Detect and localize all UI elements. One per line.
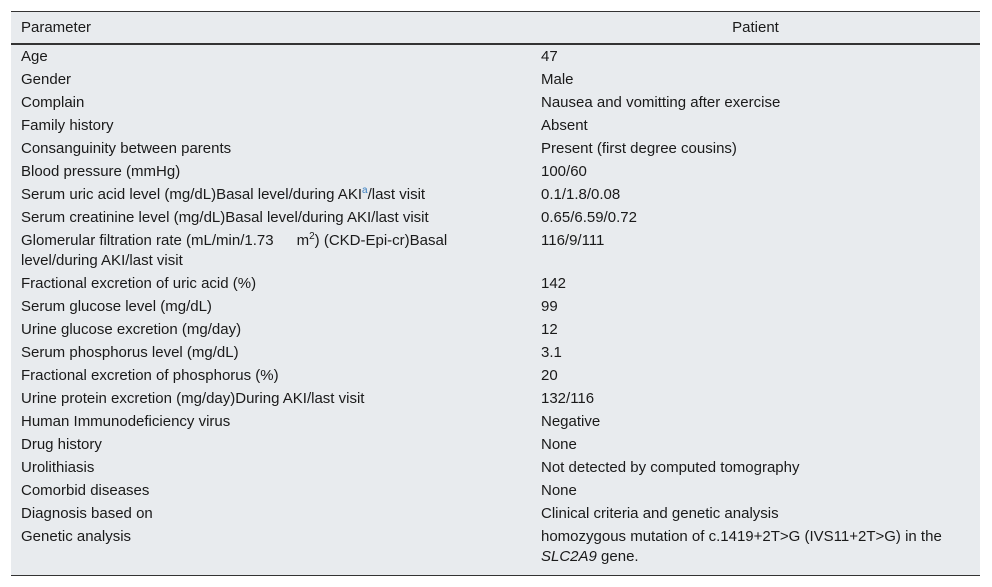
param-cell: Human Immunodeficiency virus [21, 413, 231, 430]
param-text: Serum uric acid level (mg/dL)Basal level/during AKI [21, 186, 362, 203]
value-cell: 47 [541, 48, 558, 65]
param-cell: Blood pressure (mmHg) [21, 163, 181, 180]
table-row [11, 479, 980, 502]
param-cell: Serum phosphorus level (mg/dL) [21, 344, 239, 361]
table-row [11, 410, 980, 433]
value-cell: 116/9/111 [541, 232, 605, 249]
value-cell: 99 [541, 298, 558, 315]
table-row [11, 114, 980, 137]
value-cell: 0.65/6.59/0.72 [541, 209, 637, 226]
table-row [11, 160, 980, 183]
param-cell: Genetic analysis [21, 528, 132, 545]
superscript: 2 [309, 231, 315, 242]
value-cell: None [541, 436, 577, 453]
table-row [11, 183, 980, 206]
param-cell: Consanguinity between parents [21, 140, 232, 157]
param-cell: Gender [21, 71, 72, 88]
value-cell: Negative [541, 413, 601, 430]
parameter-table [11, 12, 980, 568]
value-cell: 3.1 [541, 344, 562, 361]
table-row [11, 44, 980, 68]
table-row [11, 206, 980, 229]
value-cell: 12 [541, 321, 558, 338]
param-cell: Diagnosis based on [21, 505, 153, 522]
table-row [11, 364, 980, 387]
value-text: gene. [596, 548, 639, 565]
param-cell: Age [21, 48, 48, 65]
param-cell [11, 229, 531, 272]
table-row [11, 341, 980, 364]
value-cell: 142 [541, 275, 567, 292]
table-row [11, 295, 980, 318]
value-cell: Not detected by computed tomography [541, 459, 800, 476]
param-cell: Fractional excretion of phosphorus (%) [21, 367, 279, 384]
header-parameter: Parameter [11, 12, 531, 44]
footnote-marker[interactable]: a [362, 185, 368, 196]
value-cell: 100/60 [541, 163, 587, 180]
param-text: Glomerular filtration rate (mL/min/1.73 [21, 232, 274, 249]
value-cell: Absent [541, 117, 588, 134]
param-text: /last visit [367, 186, 426, 203]
table-row [11, 387, 980, 410]
value-cell: Nausea and vomitting after exercise [541, 94, 781, 111]
header-patient: Patient [531, 12, 980, 44]
param-cell: Serum creatinine level (mg/dL)Basal level/during AKI/last visit [21, 209, 429, 226]
param-cell: Urine protein excretion (mg/day)During AKI/last visit [21, 390, 365, 407]
param-cell: Serum glucose level (mg/dL) [21, 298, 212, 315]
value-cell: Male [541, 71, 574, 88]
param-cell: Comorbid diseases [21, 482, 150, 499]
param-cell: Urine glucose excretion (mg/day) [21, 321, 242, 338]
value-text: homozygous mutation of c.1419+2T>G (IVS11+2T>G) in the [541, 528, 942, 545]
clinical-table [11, 11, 980, 576]
table-row [11, 91, 980, 114]
gene-name: SLC2A9 [541, 548, 597, 565]
param-cell: Urolithiasis [21, 459, 95, 476]
value-cell: 20 [541, 367, 558, 384]
param-text: ) (CKD-Epi-cr)Basal level/during AKI/last visit [21, 232, 448, 269]
param-cell: Family history [21, 117, 114, 134]
table-row [11, 433, 980, 456]
table-row [11, 456, 980, 479]
table-row [11, 525, 980, 568]
table-row [11, 229, 980, 272]
value-cell: Clinical criteria and genetic analysis [541, 505, 779, 522]
table-row [11, 137, 980, 160]
table-row [11, 502, 980, 525]
table-row [11, 272, 980, 295]
param-cell: Drug history [21, 436, 102, 453]
param-cell [11, 183, 531, 206]
value-cell: Present (first degree cousins) [541, 140, 737, 157]
value-cell: 132/116 [541, 390, 595, 407]
param-unit: m [296, 232, 310, 249]
table-header-row [11, 12, 980, 44]
value-cell [531, 525, 980, 568]
table-row [11, 318, 980, 341]
value-cell: None [541, 482, 577, 499]
value-cell: 0.1/1.8/0.08 [541, 186, 621, 203]
table-row [11, 68, 980, 91]
param-cell: Complain [21, 94, 85, 111]
param-cell: Fractional excretion of uric acid (%) [21, 275, 257, 292]
